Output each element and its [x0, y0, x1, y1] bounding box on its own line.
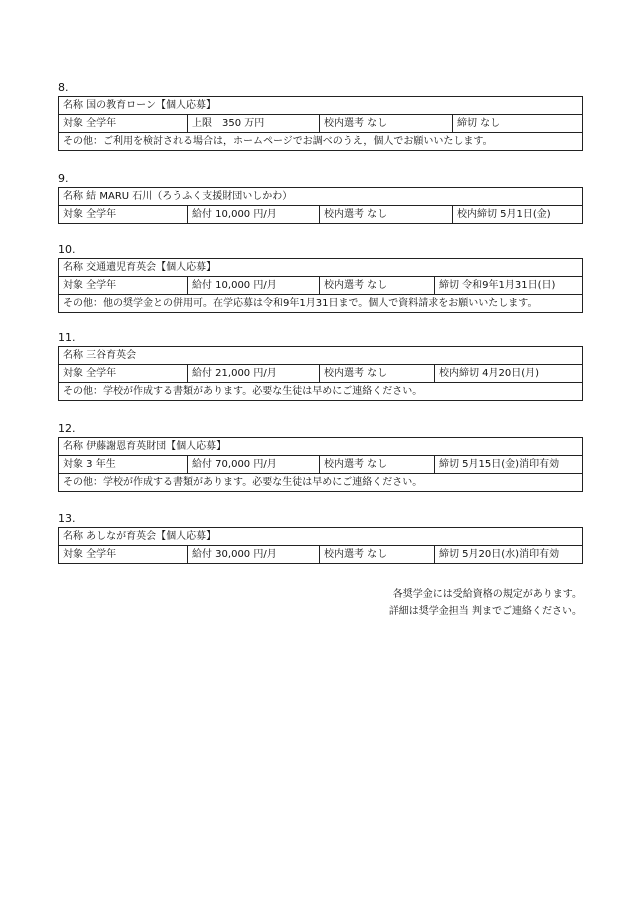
amount-cell: 給付 30,000 円/月: [188, 546, 320, 564]
scholarship-table: [58, 527, 583, 564]
other-cell: その他：学校が作成する書類があります。必要な生徒は早めにご連絡ください。: [59, 383, 583, 401]
name-row: [59, 188, 583, 206]
detail-row: [59, 277, 583, 295]
amount-cell: 給付 10,000 円/月: [188, 206, 320, 224]
selection-cell: 校内選考 なし: [320, 277, 435, 295]
target-cell: 対象 全学年: [59, 115, 188, 133]
entry-number: 12.: [58, 422, 76, 435]
entry-number: 11.: [58, 331, 76, 344]
entry-number: 8.: [58, 81, 69, 94]
other-row: [59, 474, 583, 492]
scholarship-table: [58, 258, 583, 313]
entry-number: 9.: [58, 172, 69, 185]
deadline-cell: 校内締切 5月1日(金): [453, 206, 583, 224]
scholarship-entry-13: [58, 510, 582, 564]
other-row: [59, 295, 583, 313]
name-row: [59, 347, 583, 365]
scholarship-entry-11: [58, 329, 582, 401]
target-cell: 対象 3 年生: [59, 456, 188, 474]
name-row: [59, 528, 583, 546]
name-row: [59, 97, 583, 115]
entry-number: 10.: [58, 243, 76, 256]
name-cell: 名称 あしなが育英会【個人応募】: [59, 528, 583, 546]
scholarship-entry-10: [58, 241, 582, 313]
target-cell: 対象 全学年: [59, 206, 188, 224]
other-cell: その他：学校が作成する書類があります。必要な生徒は早めにご連絡ください。: [59, 474, 583, 492]
scholarship-entry-12: [58, 420, 582, 492]
target-cell: 対象 全学年: [59, 546, 188, 564]
deadline-cell: 締切 5月20日(水)消印有効: [435, 546, 583, 564]
detail-row: [59, 546, 583, 564]
detail-row: [59, 206, 583, 224]
name-cell: 名称 伊藤謝恩育英財団【個人応募】: [59, 438, 583, 456]
deadline-cell: 締切 なし: [453, 115, 583, 133]
selection-cell: 校内選考 なし: [320, 115, 453, 133]
name-cell: 名称 結 MARU 石川（ろうふく支援財団いしかわ）: [59, 188, 583, 206]
selection-cell: 校内選考 なし: [320, 365, 435, 383]
detail-row: [59, 456, 583, 474]
name-cell: 名称 三谷育英会: [59, 347, 583, 365]
scholarship-entry-8: [58, 79, 582, 151]
name-cell: 名称 国の教育ローン【個人応募】: [59, 97, 583, 115]
other-row: [59, 133, 583, 151]
detail-row: [59, 365, 583, 383]
name-cell: 名称 交通遺児育英会【個人応募】: [59, 259, 583, 277]
scholarship-entry-9: [58, 170, 582, 224]
selection-cell: 校内選考 なし: [320, 456, 435, 474]
deadline-cell: 締切 令和9年1月31日(日): [435, 277, 583, 295]
deadline-cell: 締切 5月15日(金)消印有効: [435, 456, 583, 474]
other-cell: その他：ご利用を検討される場合は，ホームページでお調べのうえ，個人でお願いいたします。: [59, 133, 583, 151]
other-row: [59, 383, 583, 401]
target-cell: 対象 全学年: [59, 365, 188, 383]
scholarship-table: [58, 187, 583, 224]
target-cell: 対象 全学年: [59, 277, 188, 295]
selection-cell: 校内選考 なし: [320, 546, 435, 564]
other-cell: その他：他の奨学金との併用可。在学応募は令和9年1月31日まで。個人で資料請求をお願いいたします。: [59, 295, 583, 313]
entry-number: 13.: [58, 512, 76, 525]
detail-row: [59, 115, 583, 133]
name-row: [59, 259, 583, 277]
footer-note-eligibility: 各奨学金には受給資格の規定があります。: [392, 589, 582, 600]
footer-note-contact: 詳細は奨学金担当 判までご連絡ください。: [388, 606, 582, 617]
name-row: [59, 438, 583, 456]
scholarship-table: [58, 346, 583, 401]
scholarship-table: [58, 96, 583, 151]
amount-cell: 給付 70,000 円/月: [188, 456, 320, 474]
deadline-cell: 校内締切 4月20日(月): [435, 365, 583, 383]
amount-cell: 上限 350 万円: [188, 115, 320, 133]
amount-cell: 給付 10,000 円/月: [188, 277, 320, 295]
amount-cell: 給付 21,000 円/月: [188, 365, 320, 383]
scholarship-table: [58, 437, 583, 492]
selection-cell: 校内選考 なし: [320, 206, 453, 224]
